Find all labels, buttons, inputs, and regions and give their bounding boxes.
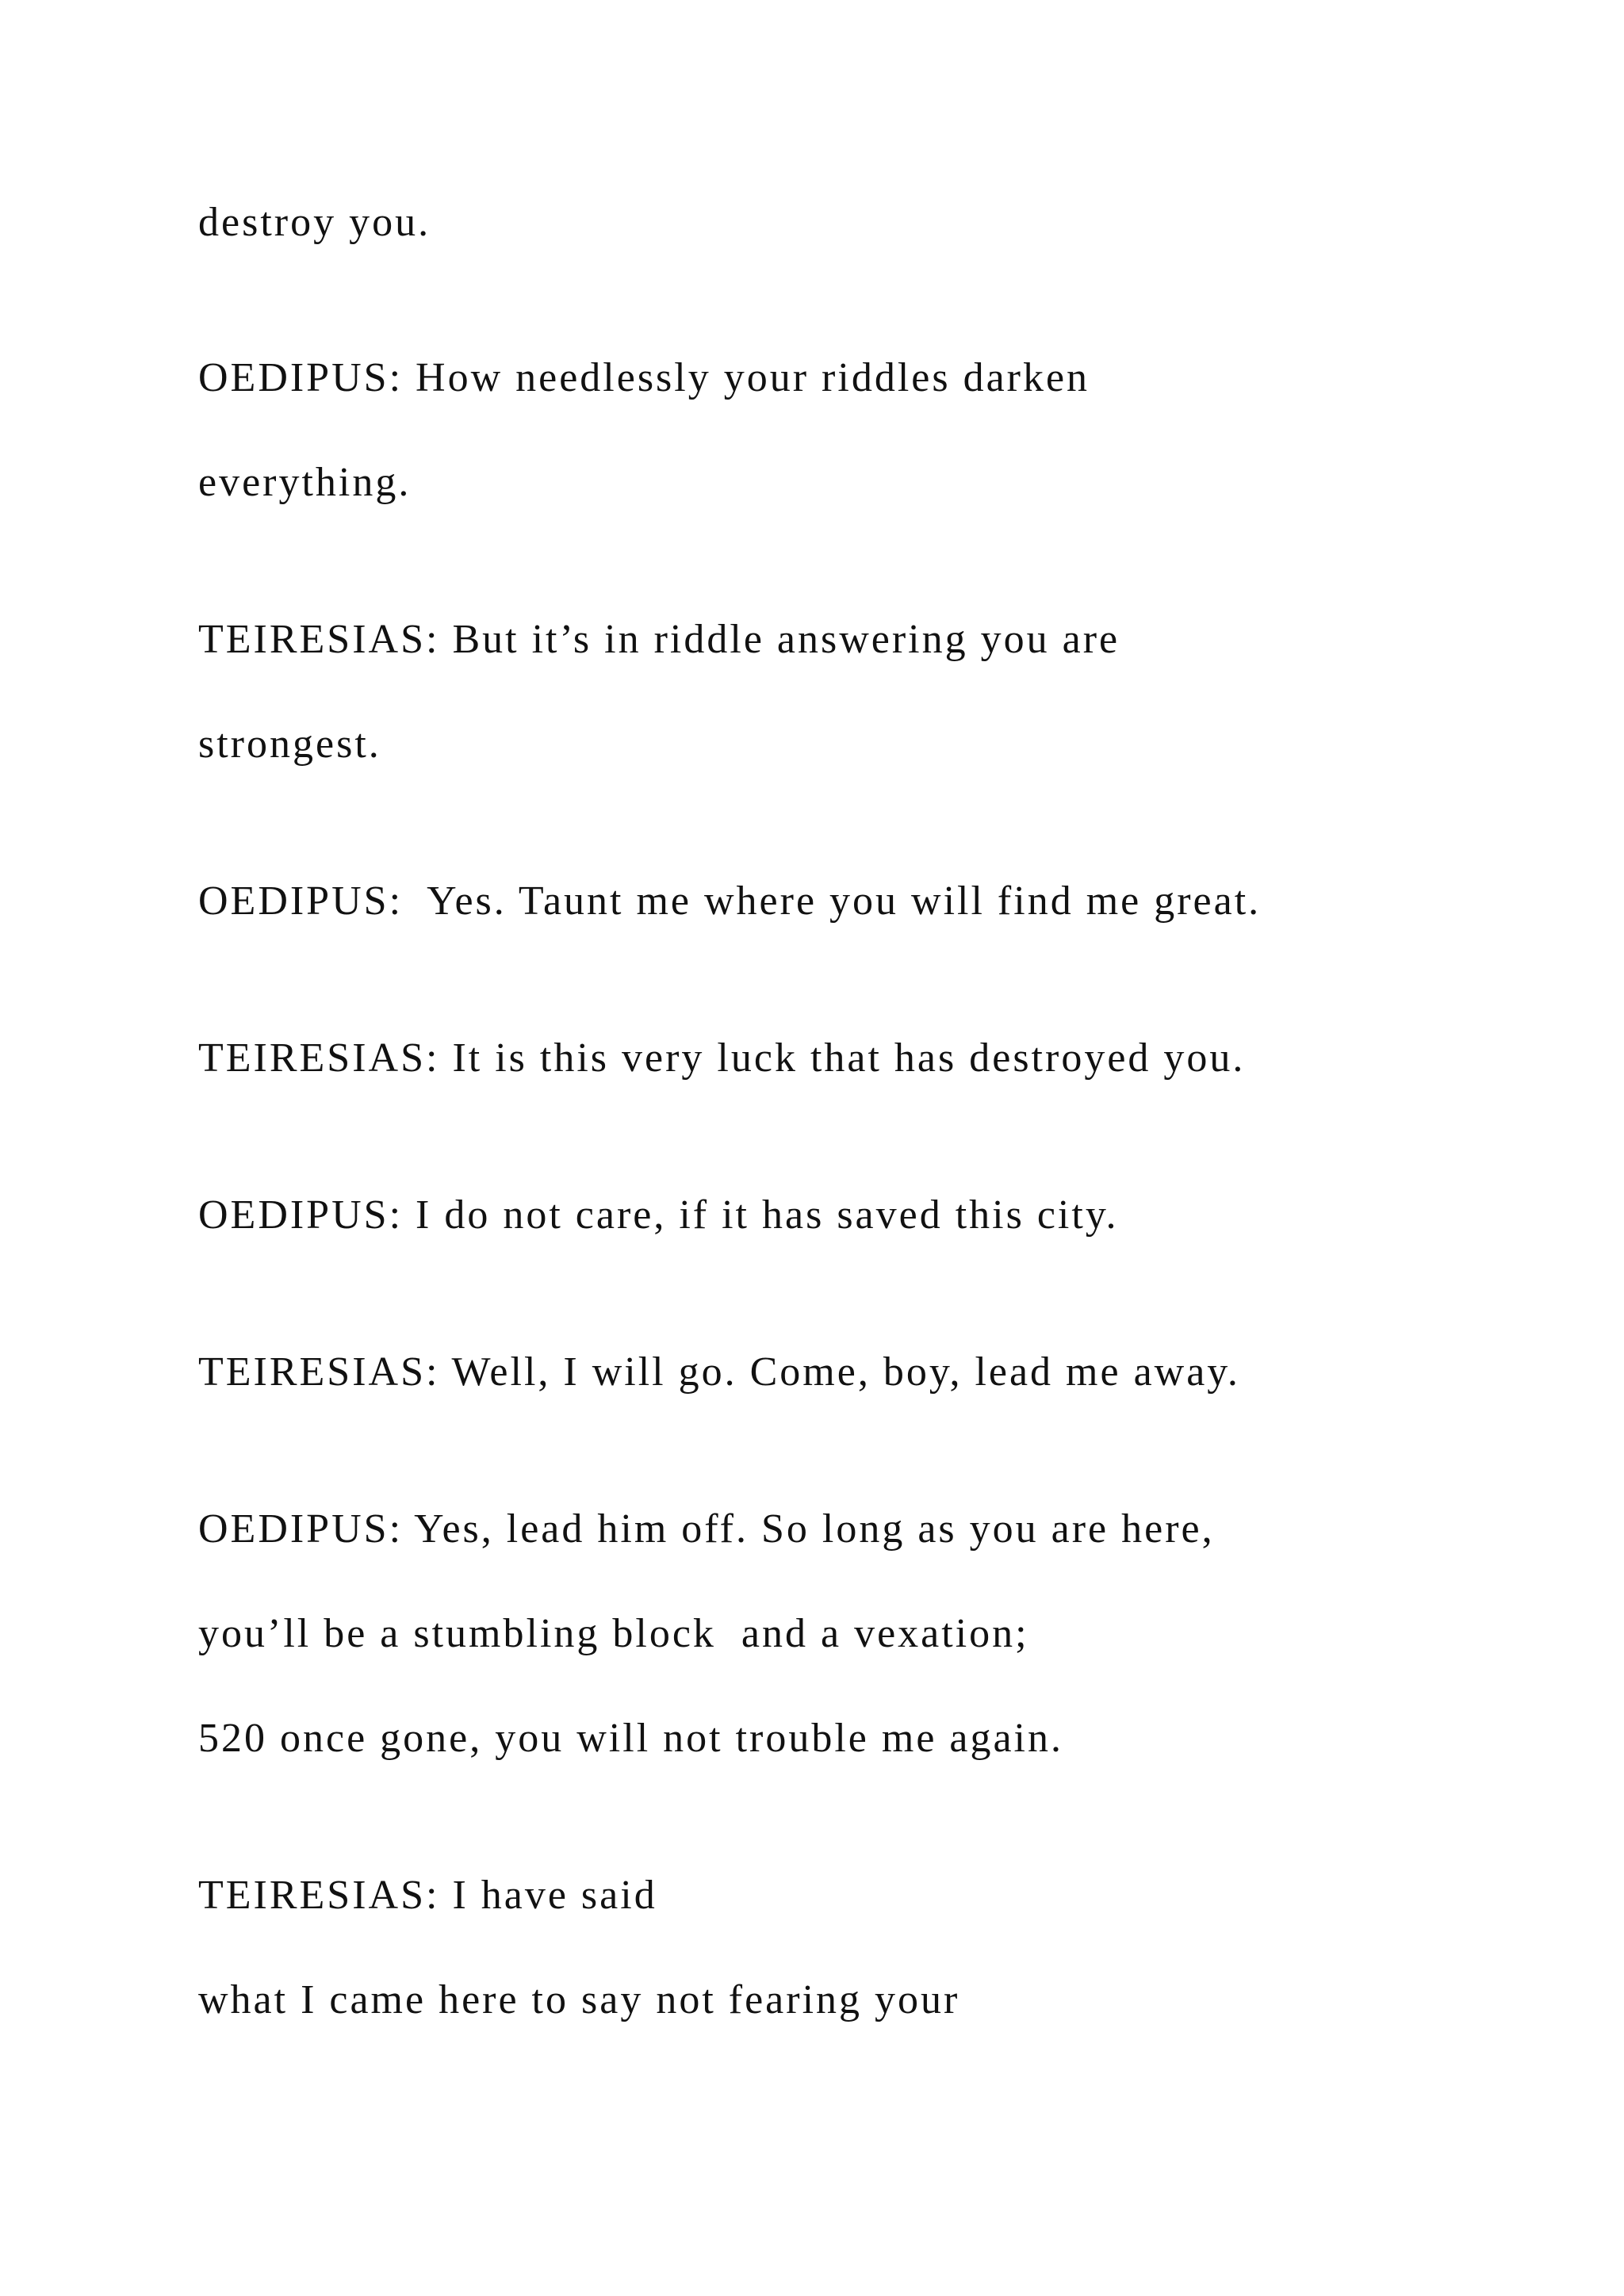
- text-line: destroy you.: [198, 200, 431, 245]
- text-line: OEDIPUS: I do not care, if it has saved this city.: [198, 1192, 1119, 1238]
- text-line: OEDIPUS: How needlessly your riddles darken: [198, 355, 1090, 400]
- text-line: you’ll be a stumbling block and a vexation;: [198, 1611, 1029, 1656]
- text-line: strongest.: [198, 721, 381, 767]
- text-line: OEDIPUS: Yes. Taunt me where you will find me great.: [198, 878, 1262, 924]
- text-line: TEIRESIAS: I have said: [198, 1873, 657, 1918]
- text-line: 520 once gone, you will not trouble me again.: [198, 1716, 1064, 1761]
- text-line: everything.: [198, 460, 412, 505]
- text-line: TEIRESIAS: It is this very luck that has destroyed you.: [198, 1035, 1246, 1081]
- text-line: OEDIPUS: Yes, lead him off. So long as you are here,: [198, 1506, 1215, 1552]
- text-line: what I came here to say not fearing your: [198, 1977, 960, 2022]
- text-line: TEIRESIAS: But it’s in riddle answering you are: [198, 617, 1120, 662]
- text-line: TEIRESIAS: Well, I will go. Come, boy, lead me away.: [198, 1349, 1240, 1395]
